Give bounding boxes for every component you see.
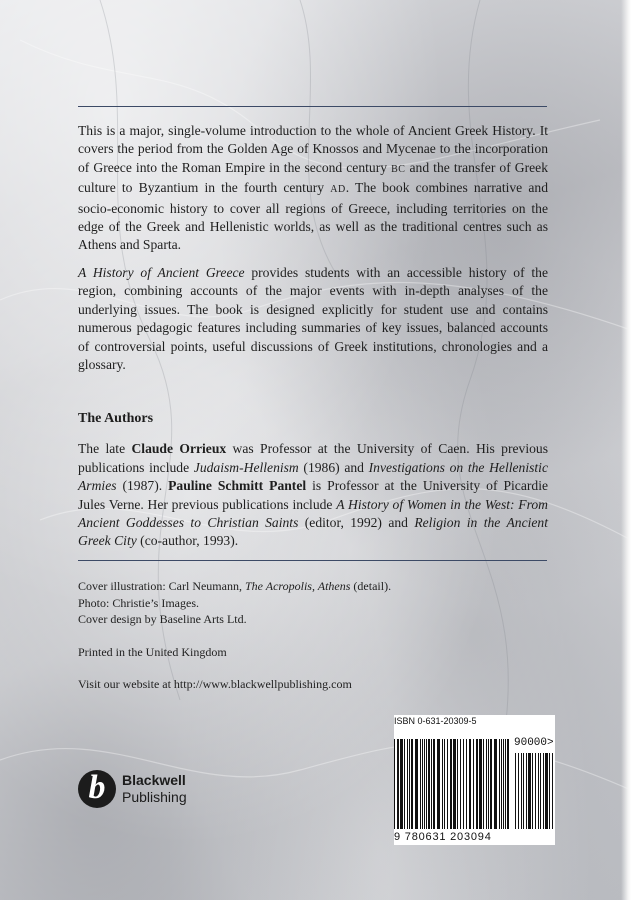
barcode-bar <box>431 739 432 829</box>
photo-credit: Photo: Christie’s Images. <box>78 595 199 610</box>
barcode-bar <box>422 739 423 829</box>
barcode-bar <box>463 739 464 829</box>
authors-text: is Professor at the University of Picardie Jules Verne. Her previous publications include <box>78 478 549 512</box>
barcode-bar <box>518 753 519 829</box>
barcode-bar <box>444 739 445 829</box>
barcode-bar <box>420 739 421 829</box>
barcode-bar <box>409 739 410 829</box>
barcode-bar <box>457 739 458 829</box>
barcode-bar <box>488 739 489 829</box>
barcode-bar <box>404 739 405 829</box>
barcode-bar <box>523 753 524 829</box>
description-block-2 <box>78 264 548 374</box>
cover-edge <box>621 0 631 900</box>
barcode-bar <box>526 753 527 829</box>
barcode-bar <box>442 739 443 829</box>
bottom-rule <box>78 560 547 561</box>
credits-block <box>78 578 548 693</box>
addon-barcode <box>515 753 555 831</box>
credit-text: Cover illustration: Carl Neumann, <box>78 579 245 593</box>
price-addon-text: 90000> <box>514 737 554 749</box>
barcode-bar <box>503 739 504 829</box>
barcode-bar <box>532 753 533 829</box>
barcode-bar <box>433 739 435 829</box>
credit-text: (detail). <box>350 579 392 593</box>
publication-title: Judaism-Hellenism <box>193 459 299 475</box>
barcode-bar <box>426 739 427 829</box>
barcode-panel <box>394 715 555 845</box>
barcode-bar <box>535 753 536 829</box>
barcode-bar <box>501 739 502 829</box>
barcode-bar <box>428 739 430 829</box>
description-paragraph-2 <box>78 264 548 374</box>
publisher-line-2: Publishing <box>122 789 187 805</box>
barcode-bar <box>515 753 516 829</box>
description-block <box>78 122 548 255</box>
barcode-bar <box>483 739 484 829</box>
authors-text: (1986) and <box>298 459 369 475</box>
publication-title: Investigations on the Hellenistic Armies <box>78 459 548 494</box>
authors-section <box>78 410 548 551</box>
description-text: This is a major, single-volume introduction to the whole of Ancient Greek History. It covers the period from the Golden Age of Knossos and Mycenae to the incorporation of Greece into the Roman Empire in the second century <box>78 123 548 175</box>
barcode-bar <box>411 739 413 829</box>
authors-paragraph <box>78 440 548 550</box>
design-credit: Cover design by Baseline Arts Ltd. <box>78 612 247 626</box>
publication-title: A History of Women in the West: From Ancient Goddesses to Christian Saints <box>78 496 549 531</box>
barcode-bar <box>460 739 461 829</box>
barcode-bar <box>407 739 408 829</box>
barcode-bar <box>466 739 467 829</box>
blackwell-b-icon: b <box>78 770 116 808</box>
authors-heading: The Authors <box>78 411 154 426</box>
website-line: Visit our website at http://www.blackwellpublishing.com <box>78 677 352 691</box>
illustration-credit <box>78 578 548 595</box>
authors-text: was Professor at the University of Caen. His previous publications include <box>78 441 548 475</box>
barcode-bar <box>543 753 544 829</box>
barcode-bar <box>540 753 541 829</box>
barcode-bar <box>450 739 452 829</box>
publisher-logo <box>78 770 238 815</box>
ean-number: 9 780631 203094 <box>394 831 492 843</box>
isbn-label: ISBN 0-631-20309-5 <box>394 716 477 726</box>
barcode-bar <box>415 739 418 829</box>
barcode-bar <box>494 739 497 829</box>
authors-text: The late <box>78 441 132 457</box>
publisher-name <box>122 772 187 806</box>
barcode-bar <box>499 739 500 829</box>
barcode-bar <box>545 753 548 829</box>
barcode-bar <box>400 739 403 829</box>
barcode-bar <box>476 739 478 829</box>
barcode-bar <box>549 753 550 829</box>
barcode-bar <box>490 739 492 829</box>
authors-text: (co-author, 1993). <box>136 533 239 549</box>
painting-title: The Acropolis, Athens <box>244 579 351 593</box>
book-title: A History of Ancient Greece <box>78 265 245 280</box>
barcode-bar <box>469 739 471 829</box>
barcode-bar <box>424 739 425 829</box>
barcode-bar <box>486 739 487 829</box>
barcode-bar <box>479 739 482 829</box>
authors-text: (1987). <box>116 478 169 494</box>
publication-title: Religion in the Ancient Greek City <box>78 515 548 549</box>
barcode-bar <box>521 753 522 829</box>
barcode-bar <box>528 753 531 829</box>
description-text: . The book combines narrative and socio-economic history to cover all regions of Greece, including territories on the edge of the Greek and Hellenistic worlds, as well as the traditional centres such as Athens and Sparta. <box>78 180 548 253</box>
barcode-bar <box>507 739 509 829</box>
top-rule <box>78 106 547 107</box>
barcode-bar <box>538 753 539 829</box>
era-ad: AD <box>330 184 346 196</box>
barcode-bar <box>397 739 399 829</box>
description-paragraph-1 <box>78 122 548 255</box>
barcode-bar <box>453 739 456 829</box>
era-bc: BC <box>391 163 406 175</box>
author-name-1: Claude Orrieux <box>131 441 227 457</box>
printed-in: Printed in the United Kingdom <box>78 644 227 659</box>
publisher-line-1: Blackwell <box>122 772 186 788</box>
barcode-bar <box>505 739 506 829</box>
ean-barcode <box>394 739 512 831</box>
barcode-bar <box>437 739 440 829</box>
description-text: and the transfer of Greek culture to Byzantium in the fourth century <box>78 159 548 196</box>
barcode-bar <box>394 739 395 829</box>
description-text: provides students with an accessible history of the region, combining accounts of the major events with in-depth analyses of the underlying issues. The book is designed explicitly for student use and contains numerous pedagogic features including summaries of key issues, balanced accounts of controversial points, useful discussions of Greek institutions, chronologies and a glossary. <box>78 265 548 373</box>
author-name-2: Pauline Schmitt Pantel <box>168 478 307 494</box>
barcode-bar <box>473 739 474 829</box>
barcode-bar <box>447 739 448 829</box>
barcode-bar <box>552 753 553 829</box>
authors-text: (editor, 1992) and <box>298 515 415 531</box>
